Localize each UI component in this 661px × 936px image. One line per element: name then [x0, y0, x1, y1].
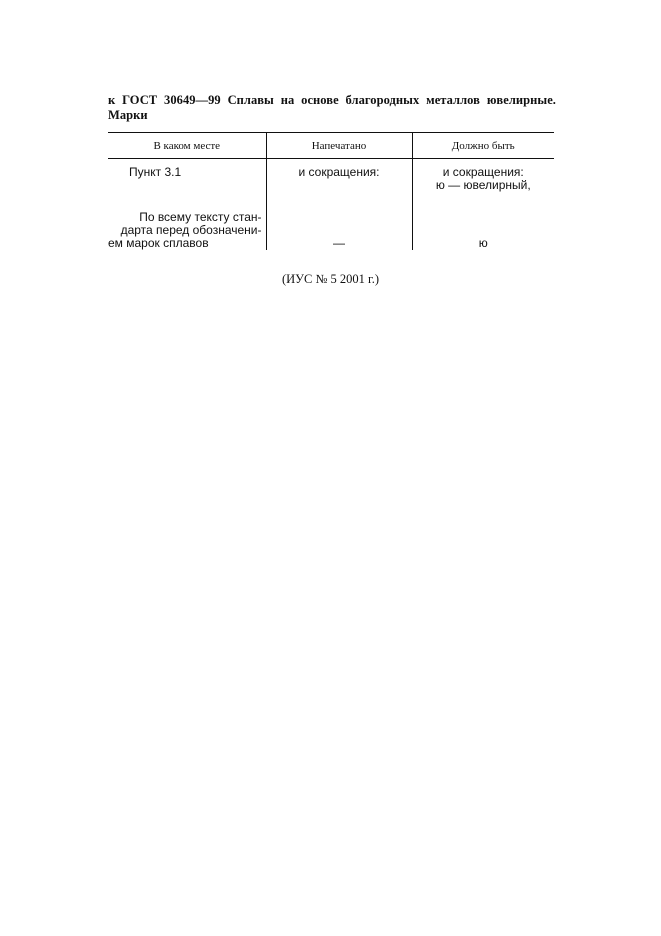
heading-line-1: к ГОСТ 30649—99 Сплавы на основе благородных металлов ювелирные.: [108, 93, 556, 107]
cell-should-be: ю: [412, 206, 554, 250]
column-header-location: В каком месте: [108, 133, 266, 159]
cell-location-line: дарта перед обозначени-: [120, 223, 262, 237]
column-header-should-be: Должно быть: [412, 133, 554, 159]
table-row: [108, 159, 554, 207]
cell-location-line: По всему тексту стан-: [139, 210, 262, 224]
table-header-row: [108, 133, 554, 159]
cell-printed: и сокращения:: [266, 159, 412, 207]
cell-location: Пункт 3.1: [129, 165, 182, 179]
cell-location: [108, 206, 266, 250]
column-header-printed: Напечатано: [266, 133, 412, 159]
cell-should-be-line: и сокращения:: [442, 165, 524, 179]
heading-line-2: Марки: [108, 108, 148, 122]
cell-location-line: ем марок сплавов: [108, 236, 209, 250]
errata-table: [108, 132, 554, 250]
amendment-heading: [108, 93, 556, 123]
cell-should-be-line: ю — ювелирный,: [435, 178, 531, 192]
table-row: [108, 206, 554, 250]
cell-should-be: [412, 159, 554, 207]
source-reference: (ИУС № 5 2001 г.): [281, 272, 380, 286]
cell-printed: —: [266, 206, 412, 250]
